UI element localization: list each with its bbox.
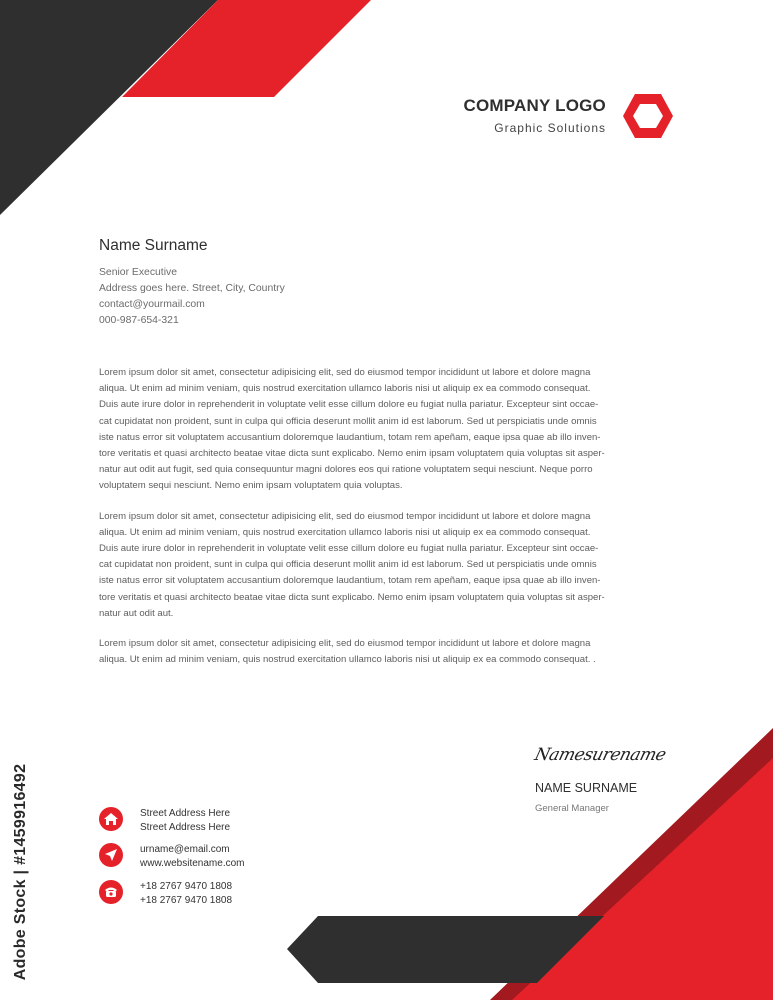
body-line: aliqua. Ut enim ad minim veniam, quis nostrud exercitation ullamco laboris nisi ut aliquip ex ea commodo consequat. .: [99, 654, 596, 666]
home-icon: [99, 807, 123, 831]
stock-watermark-side: [6, 752, 36, 992]
sender-phone: 000-987-654-321: [99, 315, 179, 326]
sender-address: Address goes here. Street, City, Country: [99, 283, 285, 294]
stock-watermark-text: Adobe Stock | #1459916492: [12, 763, 29, 981]
sender-email: contact@yourmail.com: [99, 299, 205, 310]
contact-address-line-1: Street Address Here: [140, 808, 231, 819]
company-logo-text: [440, 96, 606, 135]
body-line: Duis aute irure dolor in reprehenderit in voluptate velit esse cillum dolore eu fugiat nulla pariatur. Excepteur sint occae-: [99, 543, 599, 555]
body-line: Lorem ipsum dolor sit amet, consectetur adipisicing elit, sed do eiusmod tempor incididunt ut labore et dolore magna: [99, 367, 591, 378]
contact-phone-2: +18 2767 9470 1808: [140, 895, 233, 906]
phone-icon: [99, 880, 123, 904]
body-line: Duis aute irure dolor in reprehenderit in voluptate velit esse cillum dolore eu fugiat nulla pariatur. Excepteur sint occae-: [99, 399, 599, 411]
sender-title: Senior Executive: [99, 267, 177, 278]
body-line: Lorem ipsum dolor sit amet, consectetur adipisicing elit, sed do eiusmod tempor incididunt ut labore et dolore magna: [99, 510, 591, 522]
sender-name: Name Surname: [99, 237, 208, 254]
sender-block: [99, 237, 285, 329]
body-line: Lorem ipsum dolor sit amet, consectetur adipisicing elit, sed do eiusmod tempor incididunt ut labore et dolore magna: [99, 638, 591, 650]
body-line: voluptatem sequi nesciunt. Nemo enim ipsam voluptatem quia voluptas.: [99, 480, 403, 492]
body-line: aliqua. Ut enim ad minim veniam, quis nostrud exercitation ullamco laboris nisi ut aliquip ex ea commodo consequat.: [99, 526, 591, 538]
company-logo-subtitle: Graphic Solutions: [494, 121, 606, 135]
body-line: natur aut odit aut fugit, sed quia consequuntur magni dolores eos qui ratione voluptatem sequi nesciunt. Neque porro: [99, 464, 593, 476]
body-paragraph-1: [99, 365, 676, 495]
signer-role: General Manager: [535, 803, 609, 814]
hexagon-icon: [622, 93, 674, 139]
signer-name: NAME SURNAME: [535, 781, 638, 795]
handwritten-signature: Namesurename: [532, 745, 668, 765]
contact-phone-1: +18 2767 9470 1808: [140, 881, 233, 892]
body-line: natur aut odit aut.: [99, 607, 174, 619]
body-paragraph-2: [99, 509, 676, 622]
body-line: cat cupidatat non proident, sunt in culpa qui officia deserunt mollit anim id est laborum. Sed ut perspiciatis unde omnis: [99, 415, 597, 427]
contact-address-line-2: Street Address Here: [140, 822, 231, 833]
send-icon: [99, 843, 123, 867]
company-logo-title: COMPANY LOGO: [463, 96, 606, 115]
contact-email[interactable]: urname@email.com: [140, 844, 230, 855]
body-line: cat cupidatat non proident, sunt in culpa qui officia deserunt mollit anim id est laborum. Sed ut perspiciatis unde omnis: [99, 559, 597, 571]
top-left-dark-shape: [0, 0, 218, 215]
letter-body: [99, 365, 676, 682]
body-line: iste natus error sit voluptatem accusantium doloremque laudantium, totam rem apeñam, eaque ipsa quae ab illo inven-: [99, 575, 601, 587]
body-line: tore veritatis et quasi architecto beatae vitae dicta sunt explicabo. Nemo enim ipsam voluptatem quia voluptas sit asper-: [99, 591, 605, 603]
body-paragraph-3: [99, 636, 676, 668]
contact-website[interactable]: www.websitename.com: [140, 858, 245, 869]
body-line: tore veritatis et quasi architecto beatae vitae dicta sunt explicabo. Nemo enim ipsam voluptatem quia voluptas sit asper-: [99, 448, 605, 460]
body-line: aliqua. Ut enim ad minim veniam, quis nostrud exercitation ullamco laboris nisi ut aliquip ex ea commodo consequat.: [99, 383, 591, 395]
body-line: iste natus error sit voluptatem accusantium doloremque laudantium, totam rem apeñam, eaque ipsa quae ab illo inven-: [99, 431, 601, 443]
